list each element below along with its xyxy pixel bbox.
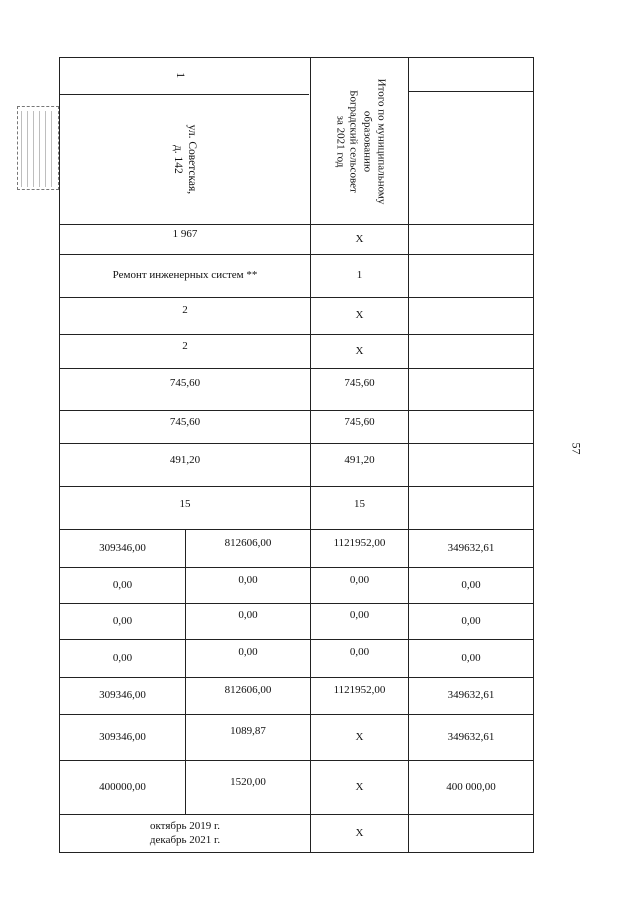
total-header: Итого по муниципальному образованию Боградский сельсовет за 2021 год	[333, 78, 387, 204]
cell-total: Х	[355, 730, 364, 743]
cell-total: 1121952,00	[333, 537, 386, 550]
cell-total: 1121952,00	[333, 684, 386, 697]
cell-amount-b: 0,00	[238, 609, 258, 622]
cell-total: Х	[355, 780, 364, 793]
table-border-top	[59, 57, 533, 58]
cell-extra: 349632,61	[447, 730, 495, 743]
cell-total: 491,20	[344, 454, 375, 467]
page-number: 57	[569, 442, 584, 454]
cell-period: октябрь 2019 г. декабрь 2021 г.	[149, 819, 221, 846]
cell-count: 15	[179, 498, 191, 511]
cell-amount-a: 400000,00	[99, 780, 146, 793]
cell-extra: 0,00	[461, 651, 481, 664]
cell-extra: 0,00	[461, 579, 481, 592]
cell-amount-b: 812606,00	[224, 684, 272, 697]
registration-stamp	[17, 106, 59, 190]
cell-total: 745,60	[344, 377, 375, 390]
cell-amount-b: 812606,00	[224, 537, 272, 550]
table-border-bottom	[59, 852, 533, 853]
cell-work-type: Ремонт инженерных систем **	[112, 269, 258, 282]
cell-amount-a: 309346,00	[99, 689, 146, 702]
cell-total: 0,00	[349, 646, 370, 659]
cell-extra: 400 000,00	[446, 780, 496, 793]
cell-extra: 349632,61	[447, 541, 495, 554]
table-border-right	[533, 57, 534, 853]
cell-amount-b: 1089,87	[230, 725, 266, 738]
cell-amount-a: 0,00	[112, 651, 133, 664]
cell-area: 491,20	[169, 454, 201, 467]
cell-amount-b: 1520,00	[230, 776, 266, 789]
cell-total: Х	[355, 232, 364, 245]
cell-value: 2	[182, 340, 188, 353]
cell-amount-a: 0,00	[112, 579, 133, 592]
cell-total: 0,00	[349, 574, 370, 587]
cell-total: 1	[356, 269, 363, 282]
cell-total: 0,00	[349, 609, 370, 622]
cell-area: 745,60	[169, 416, 201, 429]
cell-total: Х	[355, 826, 364, 839]
cell-amount-a: 309346,00	[99, 541, 146, 554]
cell-value: 2	[182, 304, 188, 317]
cell-total: Х	[355, 344, 364, 357]
cell-year: 1 967	[172, 228, 198, 241]
cell-area: 745,60	[169, 377, 201, 390]
cell-total: 745,60	[344, 416, 375, 429]
cell-extra: 0,00	[461, 614, 481, 627]
cell-extra: 349632,61	[447, 689, 495, 702]
column-number: 1	[174, 72, 187, 78]
cell-amount-a: 309346,00	[99, 730, 146, 743]
cell-total: Х	[355, 309, 364, 322]
cell-amount-b: 0,00	[238, 646, 258, 659]
cell-total: 15	[354, 498, 365, 511]
address-header: ул. Советская, д. 142	[171, 124, 199, 195]
header-divider	[408, 91, 533, 92]
cell-amount-b: 0,00	[238, 574, 258, 587]
cell-amount-a: 0,00	[112, 614, 133, 627]
